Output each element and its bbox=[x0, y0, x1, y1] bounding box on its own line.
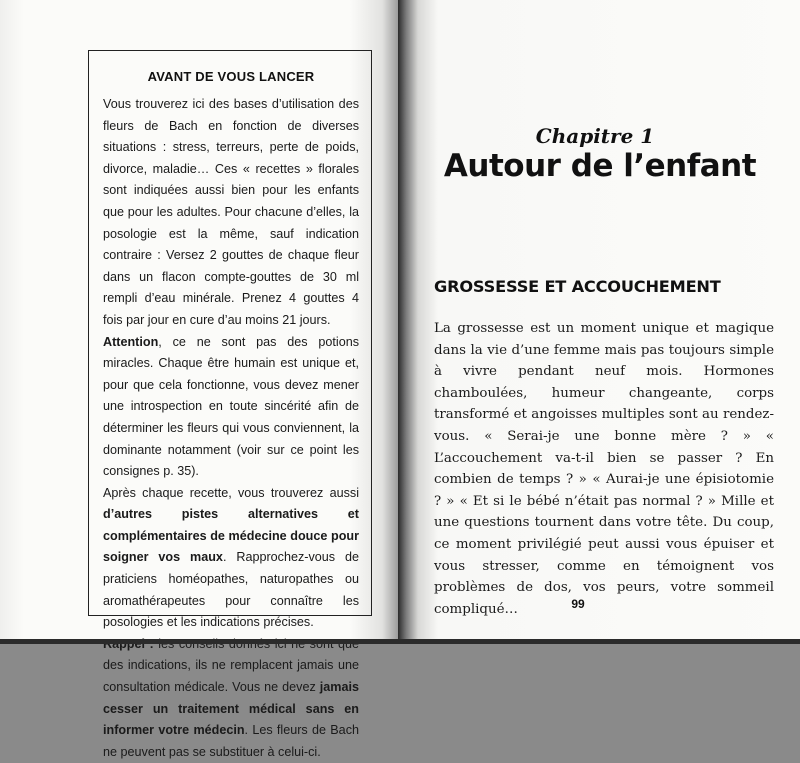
rappel-text-bold: jamais cesser un traitement médical sans en informer votre médecin bbox=[103, 680, 359, 738]
box-paragraph-attention bbox=[103, 332, 359, 483]
attention-text: , ce ne sont pas des potions miracles. Chaque être humain est unique et, pour que cela fonctionne, vous devez mener une introspection en toute sincérité afin de déterminer les fleurs qui vous conviennent, la dominante notamment (voir sur ce point les consignes p. 35). bbox=[103, 334, 359, 479]
box-paragraph-alternatives bbox=[103, 483, 359, 634]
info-box bbox=[88, 50, 372, 759]
rappel-text: des indications, ils ne remplacent jamais une consultation médicale. Vous ne devez bbox=[103, 658, 359, 695]
attention-label: Attention bbox=[103, 334, 159, 349]
box-paragraph-intro: Vous trouverez ici des bases d’utilisation des fleurs de Bach en fonction de diverses situations : stress, terreurs, perte de poids, divorce, maladie… Ces « recettes » florales sont indiquées aussi bien pour les enfants que pour les adultes. Pour chacune d’elles, la posologie est la même, sauf indication contraire : Versez 2 gouttes de chaque fleur dans un flacon compte-gouttes de 30 ml rempli d’eau minérale. Prenez 4 gouttes 4 fois par jour en cure d’au moins 21 jours. bbox=[103, 97, 359, 327]
alternatives-text-end: . Rapprochez-vous de praticiens homéopathes, naturopathes ou aromathérapeutes pour connaître les posologies et les indications précises. bbox=[103, 550, 359, 630]
alternatives-text-bold: d’autres pistes alternatives et complémentaires de médecine douce pour soigner vos maux bbox=[103, 507, 359, 565]
alternatives-text-start: Après chaque recette, vous trouverez aussi bbox=[103, 485, 359, 500]
box-body bbox=[103, 94, 359, 763]
section-heading: GROSSESSE ET ACCOUCHEMENT bbox=[434, 277, 721, 296]
book-bottom-edge bbox=[0, 639, 800, 644]
box-title: AVANT DE VOUS LANCER bbox=[147, 69, 315, 84]
page-number: 99 bbox=[571, 597, 585, 611]
left-page bbox=[0, 0, 398, 759]
rappel-text-end: . Les fleurs de Bach ne peuvent pas se substituer à celui-ci. bbox=[103, 723, 359, 759]
chapter-label: Chapitre 1 bbox=[535, 124, 655, 148]
body-paragraph: La grossesse est un moment unique et magique dans la vie d’une femme mais pas toujours simple à vivre pendant neuf mois. Hormones chamboulées, humeur changeante, corps transformé et angoisses multiples sont au rendez-vous. « Serai-je une bonne mère ? » « L’accouchement va-t-il bien se passer ? En combien de temps ? » « Aurai-je une épisiotomie ? » « Et si le bébé n’était pas normal ? » Mille et une questions tournent dans votre tête. Du coup, ce moment privilégié peut aussi vous épuiser et vous stresser, comme en témoignent vos problèmes de dos, vos peurs, votre sommeil compliqué… bbox=[434, 321, 774, 617]
box-paragraph-rappel bbox=[103, 634, 359, 763]
chapter-title: Autour de l’enfant bbox=[443, 148, 757, 184]
